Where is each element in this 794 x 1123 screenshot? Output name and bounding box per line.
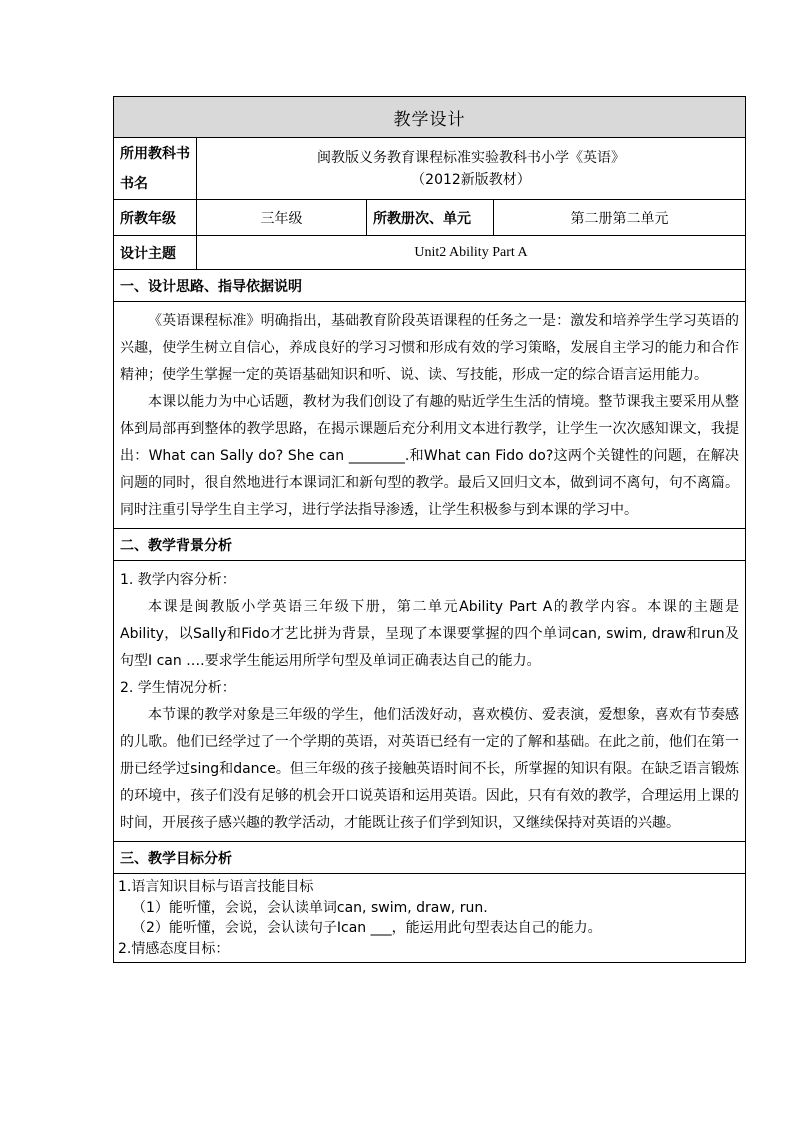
lesson-plan-table [113, 96, 746, 963]
section-1-heading: 一、设计思路、指导依据说明 [114, 270, 746, 302]
material-label [114, 138, 197, 200]
content-analysis-subheading: 1. 教学内容分析： [120, 572, 236, 588]
grade-value: 三年级 [197, 200, 367, 236]
student-analysis-subheading: 2. 学生情况分析： [120, 680, 236, 696]
material-label-text: 所用教科书书名 [120, 145, 190, 192]
grade-label: 所教年级 [114, 200, 197, 236]
volume-value: 第二册第二单元 [494, 200, 746, 236]
material-value [197, 138, 746, 200]
topic-value: Unit2 Ability Part A [197, 236, 746, 270]
section-3-heading: 三、教学目标分析 [114, 842, 746, 874]
volume-label: 所教册次、单元 [367, 200, 494, 236]
section-2-heading: 二、教学背景分析 [114, 529, 746, 561]
goal-1-heading: 1.语言知识目标与语言技能目标 [118, 879, 314, 895]
goal-1-item-1: （1）能听懂，会说，会认读单词can, swim, draw, run. [132, 899, 488, 916]
section-1-body [114, 302, 746, 529]
topic-label: 设计主题 [114, 236, 197, 270]
material-line-2: （2012新版教材） [411, 171, 531, 188]
content-analysis-paragraph: 本课是闽教版小学英语三年级下册，第二单元Ability Part A的教学内容。本课的主题是Ability，以Sally和Fido才艺比拼为背景，呈现了本课要掌握的四个单词can, swim, draw和run及句型I can ….要求学生能运用所学句型及单词正确表达自己的能力。 [120, 599, 739, 669]
section-2-body [114, 561, 746, 842]
material-line-1: 闽教版义务教育课程标准实验教科书小学《英语》 [317, 149, 625, 166]
student-analysis-paragraph: 本节课的教学对象是三年级的学生，他们活泼好动，喜欢模仿、爱表演，爱想象，喜欢有节奏感的儿歌。他们已经学过了一个学期的英语，对英语已经有一定的了解和基础。在此之前，他们在第一册已经学过sing和dance。但三年级的孩子接触英语时间不长，所掌握的知识有限。在缺乏语言锻炼的环境中，孩子们没有足够的机会开口说英语和运用英语。因此，只有有效的教学，合理运用上课的时间，开展孩子感兴趣的教学活动，才能既让孩子们学到知识，又继续保持对英语的兴趣。 [120, 707, 739, 831]
section-1-paragraph-1: 《英语课程标准》明确指出，基础教育阶段英语课程的任务之一是：激发和培养学生学习英语的兴趣，使学生树立自信心，养成良好的学习习惯和形成有效的学习策略，发展自主学习的能力和合作精神；使学生掌握一定的英语基础知识和听、说、读、写技能，形成一定的综合语言运用能力。 [120, 313, 739, 383]
section-3-body [114, 874, 746, 963]
goal-1-item-2: （2）能听懂，会说，会认读句子Ican ___，能运用此句型表达自己的能力。 [132, 920, 602, 936]
document-title: 教学设计 [114, 97, 746, 138]
section-1-paragraph-2: 本课以能力为中心话题，教材为我们创设了有趣的贴近学生生活的情境。整节课我主要采用从整体到局部再到整体的教学思路，在揭示课题后充分利用文本进行教学，让学生一次次感知课文，我提出：What can Sally do? She can ________.和What can Fido do?这两个关键性的问题，在解决问题的同时，很自然地进行本课词汇和新句型的教学。最后又回归文本，做到词不离句，句不离篇。同时注重引导学生自主学习，进行学法指导渗透，让学生积极参与到本课的学习中。 [120, 394, 739, 518]
lesson-plan-sheet [113, 96, 745, 963]
goal-2-heading: 2.情感态度目标： [118, 940, 230, 957]
